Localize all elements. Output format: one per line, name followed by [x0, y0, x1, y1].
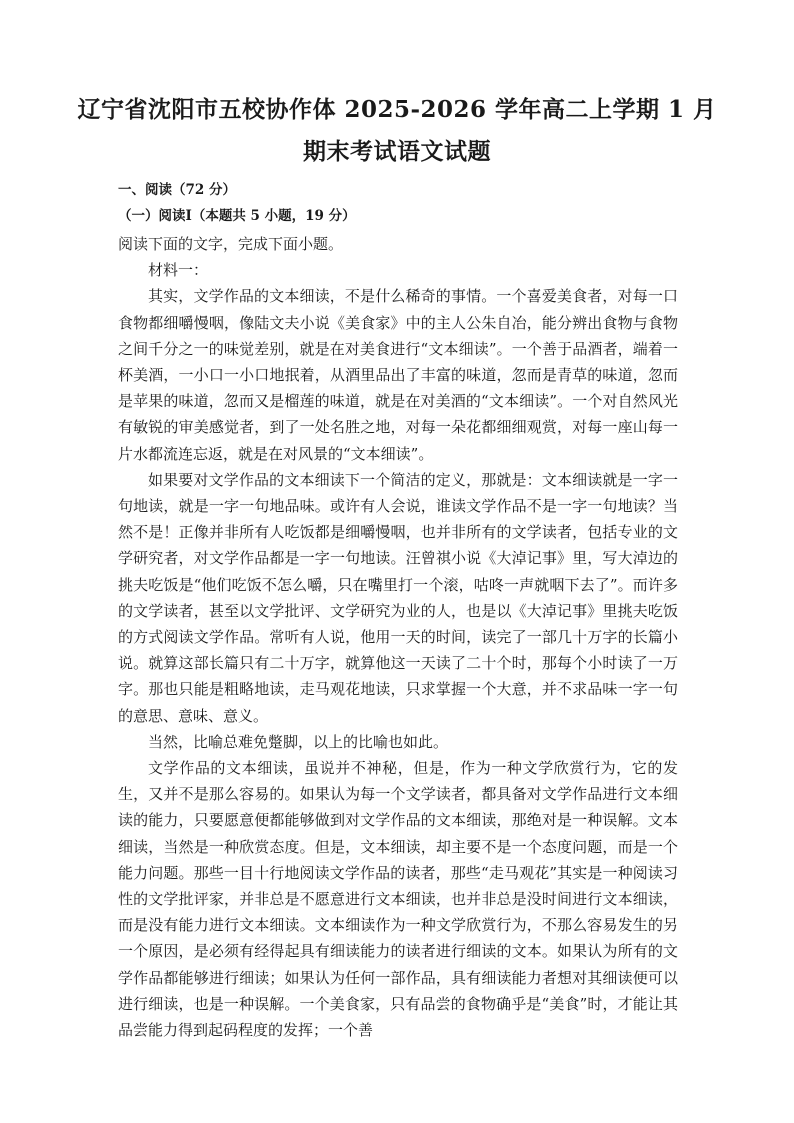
material-label: 材料一： — [148, 261, 209, 280]
body-paragraph-1: 其实，文学作品的文本细读，不是什么稀奇的事情。一个喜爱美食者，对每一口食物都细嚼慢咽，像陆文夫小说《美食家》中的主人公朱自冶，能分辨出食物与食物之间千分之一的味觉差别，就是在对美食进行“文本细读”。一个善于品酒者，端着一杯美酒，一小口一小口地抿着，从酒里品出了丰富的味道，忽而是青草的味道，忽而是苹果的味道，忽而又是榴莲的味道，就是在对美酒的“文本细读”。一个对自然风光有敏锐的审美感觉者，到了一处名胜之地，对每一朵花都细细观赏，对每一座山每一片水都流连忘返，就是在对风景的“文本细读”。 — [118, 287, 678, 463]
subsection-heading: （一）阅读Ⅰ（本题共 5 小题，19 分） — [118, 208, 356, 224]
body-paragraph-4: 文学作品的文本细读，虽说并不神秘，但是，作为一种文学欣赏行为，它的发生，又并不是那么容易的。如果认为每一个文学读者，都具备对文学作品进行文本细读的能力，只要愿意便都能够做到对文学作品的文本细读，那绝对是一种误解。文本细读，当然是一种欣赏态度。但是，文本细读，却主要不是一个态度问题，而是一个能力问题。那些一目十行地阅读文学作品的读者，那些“走马观花”其实是一种阅读习性的文学批评家，并非总是不愿意进行文本细读，也并非总是没时间进行文本细读，而是没有能力进行文本细读。文本细读作为一种文学欣赏行为，不那么容易发生的另一个原因，是必须有经得起具有细读能力的读者进行细读的文本。如果认为所有的文学作品都能够进行细读；如果认为任何一部作品，具有细读能力者想对其细读便可以进行细读，也是一种误解。一个美食家，只有品尝的食物确乎是“美食”时，才能让其品尝能力得到起码程度的发挥；一个善 — [118, 759, 678, 1040]
section-heading: 一、阅读（72 分） — [118, 182, 236, 198]
document-title-line2: 期末考试语文试题 — [303, 138, 491, 165]
instruction-text: 阅读下面的文字，完成下面小题。 — [118, 235, 344, 253]
document-body — [118, 231, 678, 1043]
body-paragraph-3: 当然，比喻总难免蹩脚，以上的比喻也如此。 — [148, 732, 449, 751]
body-paragraph-2: 如果要对文学作品的文本细读下一个简洁的定义，那就是：文本细读就是一字一句地读，就是一字一句地品味。或许有人会说，谁读文学作品不是一字一句地读？当然不是！正像并非所有人吃饭都是细嚼慢咽，也并非所有的文学读者，包括专业的文学研究者，对文学作品都是一字一句地读。汪曾祺小说《大淖记事》里，写大淖边的挑夫吃饭是“他们吃饭不怎么嚼，只在嘴里打一个滚，咕咚一声就咽下去了”。而许多的文学读者，甚至以文学批评、文学研究为业的人，也是以《大淖记事》里挑夫吃饭的方式阅读文学作品。常听有人说，他用一天的时间，读完了一部几十万字的长篇小说。就算这部长篇只有二十万字，就算他这一天读了二十个时，那每个小时读了一万字。那也只能是粗略地读，走马观花地读，只求掌握一个大意，并不求品味一字一句的意思、意味、意义。 — [118, 470, 678, 725]
document-title-line1: 辽宁省沈阳市五校协作体 2025-2026 学年高二上学期 1 月 — [77, 96, 717, 123]
